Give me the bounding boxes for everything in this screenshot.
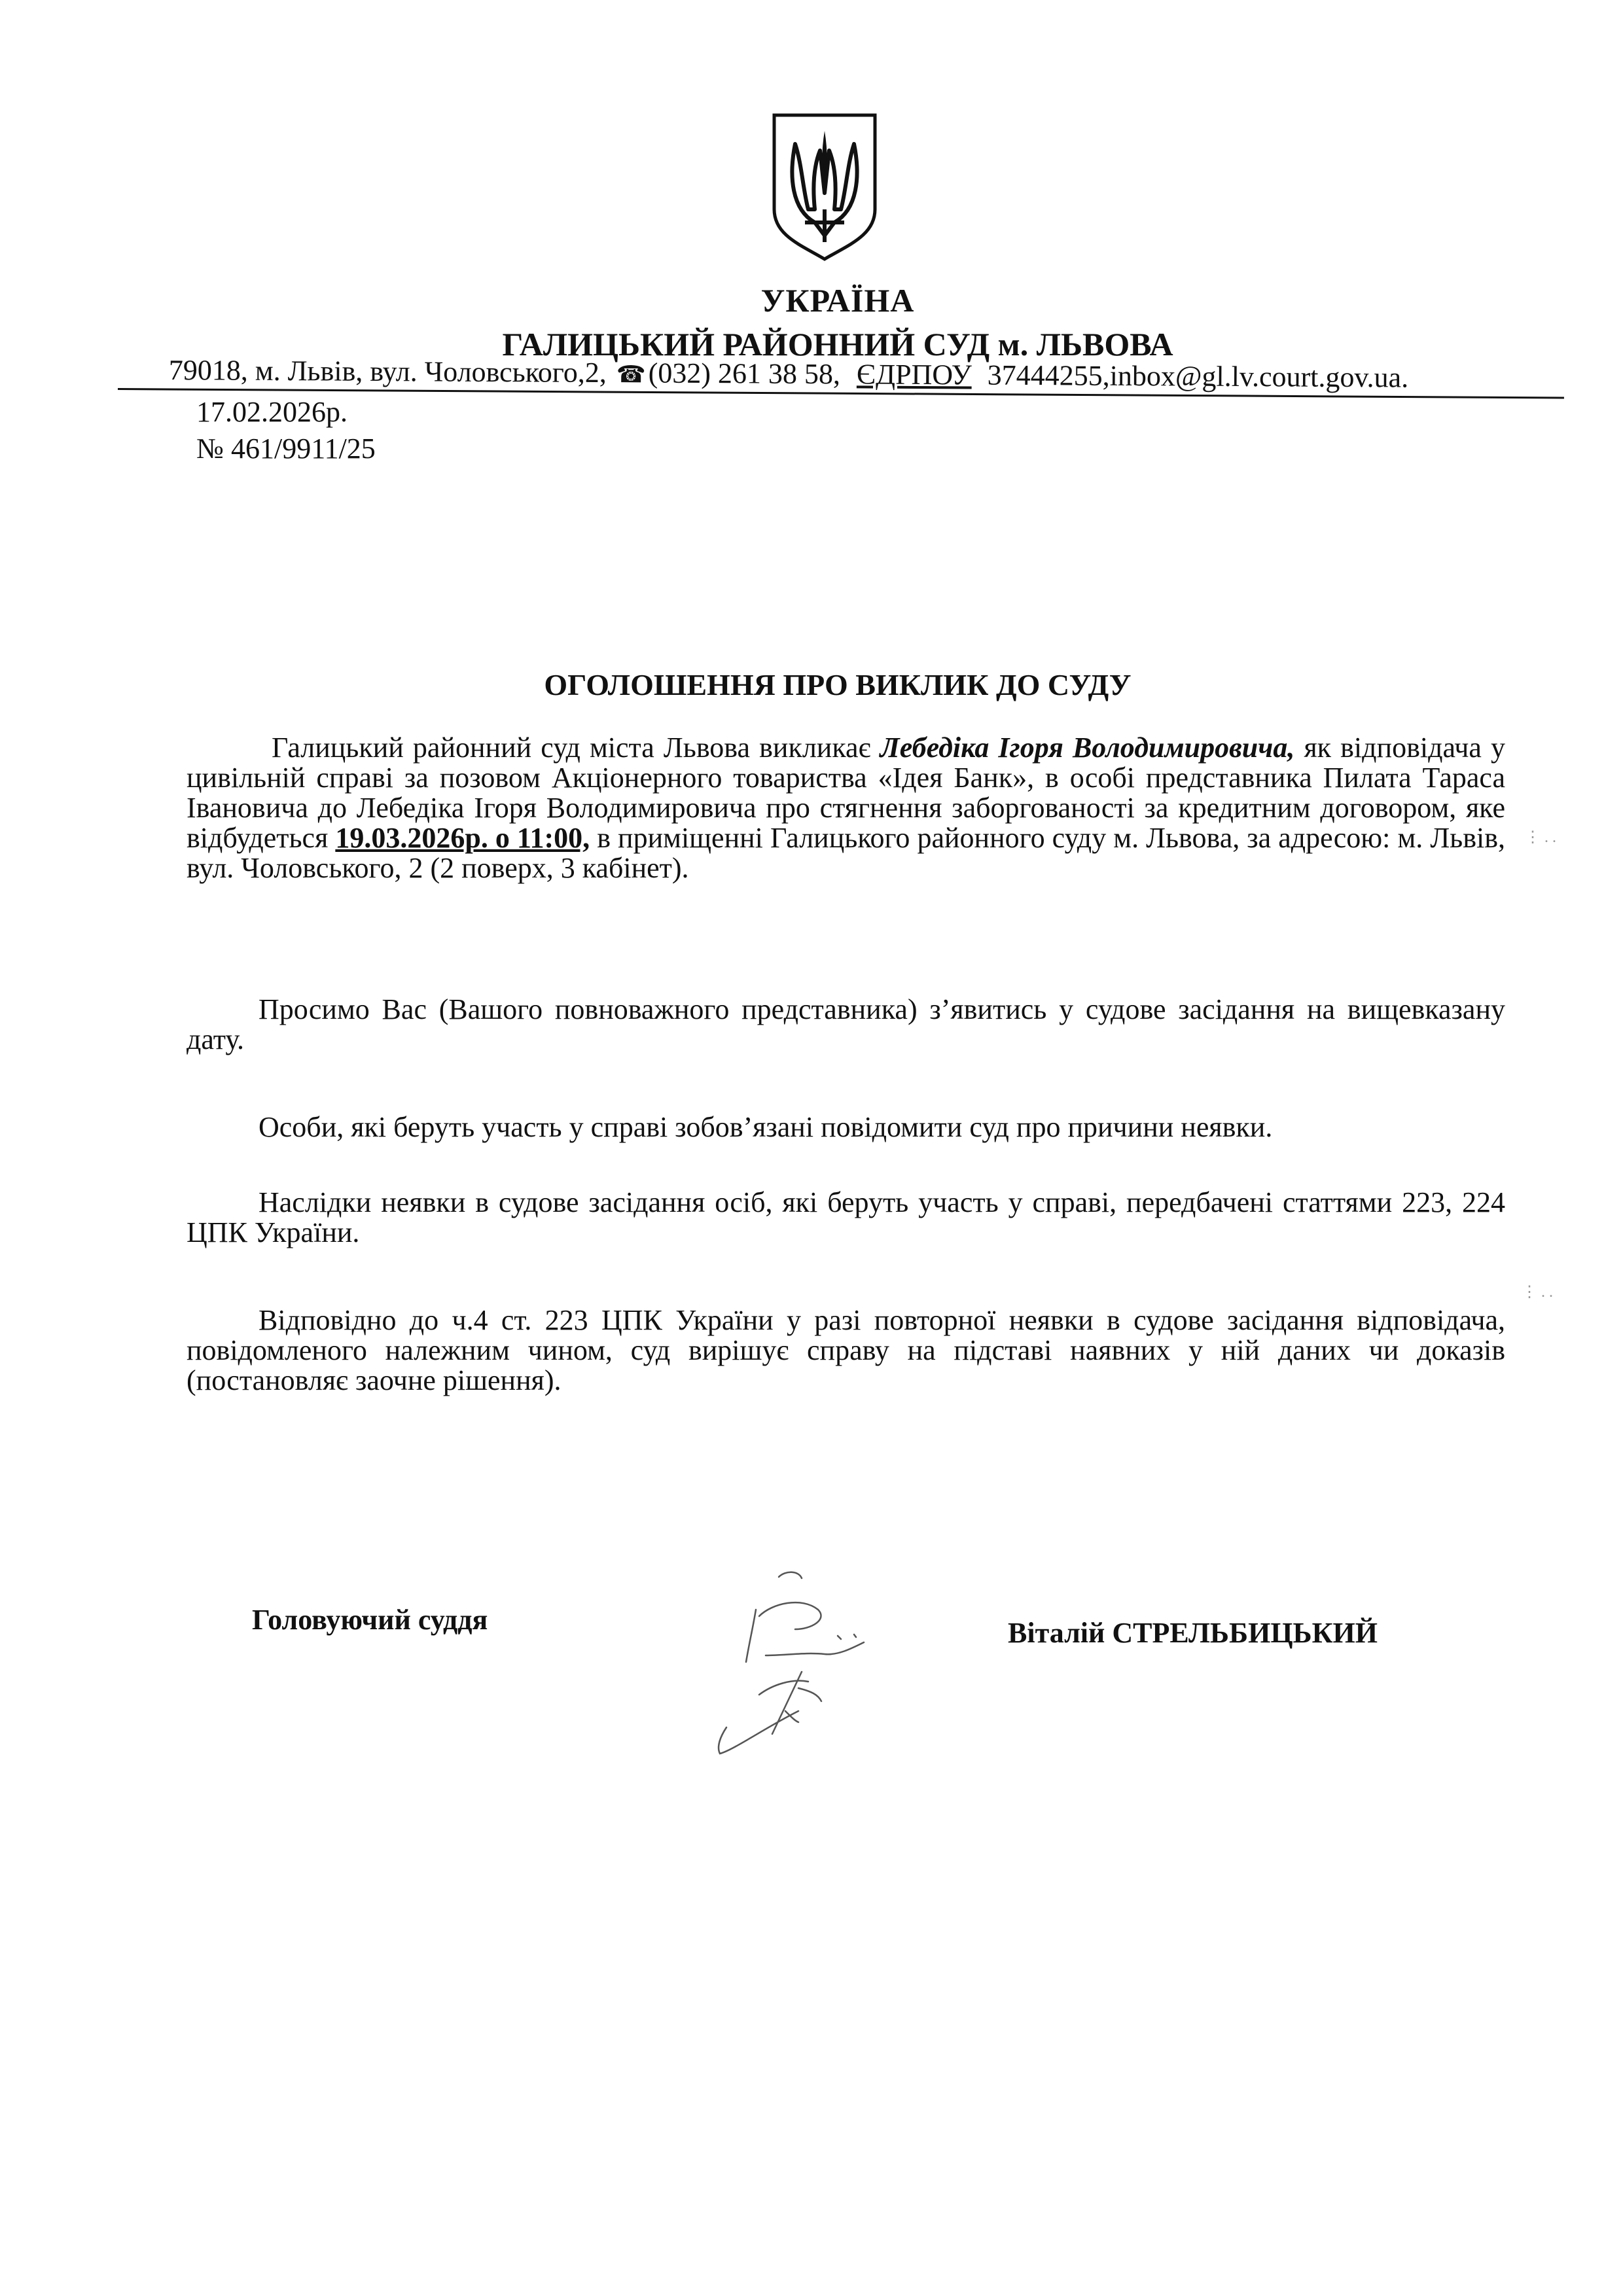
country-heading: УКРАЇНА (760, 282, 915, 319)
paragraph-summons-body: як відповідача у цивільній справі за позовом Акціонерного товариства «Ідея Банк», в особі представника Пилата Тараса Івановича до Лебедіка Ігоря Володимировича про стягнення заборгованості за кредитним договором, яке відбудеться (187, 732, 1505, 854)
paragraph-consequences: Наслідки неявки в судове засідання осіб, які беруть участь у справі, передбачені статтями 223, 224 ЦПК України. (187, 1186, 1505, 1248)
court-address: 79018, м. Львів, вул. Чоловського,2, (168, 354, 607, 389)
paragraph-summons-location: в приміщенні Галицького районного суду м. Львова, за адресою: м. Львів, вул. Чоловського, 2 (2 поверх, 3 кабінет). (187, 822, 1506, 884)
document-title: ОГОЛОШЕННЯ ПРО ВИКЛИК ДО СУДУ (544, 668, 1132, 701)
defendant-name: Лебедіка Ігоря Володимировича, (880, 732, 1295, 764)
telephone-icon: ☎ (616, 361, 646, 388)
document-date: 17.02.2026р. (196, 396, 348, 428)
court-phone: (032) 261 38 58, (648, 357, 841, 391)
presiding-judge-label: Головуючий суддя (252, 1604, 488, 1636)
paragraph-summons (187, 733, 1505, 883)
paragraph-obligation: Особи, які беруть участь у справі зобов’язані повідомити суд про причини неявки. (259, 1111, 1273, 1143)
edrpou-and-email: 37444255,inbox@gl.lv.court.gov.ua. (987, 359, 1409, 394)
handwritten-signature (687, 1557, 923, 1773)
case-number: № 461/9911/25 (196, 433, 376, 465)
hearing-datetime: 19.03.2026р. о 11:00, (335, 822, 590, 854)
edrpou-label: ЄДРПОУ (856, 358, 972, 391)
scan-margin-mark: ⋮ . . (1525, 829, 1556, 846)
paragraph-request: Просимо Вас (Вашого повноважного представника) з’явитись у судове засідання на вищевказану дату. (187, 993, 1505, 1055)
scan-margin-mark: ⋮ . . (1522, 1284, 1553, 1301)
court-name-heading: ГАЛИЦЬКИЙ РАЙОННИЙ СУД м. ЛЬВОВА (502, 326, 1173, 362)
presiding-judge-name: Віталій СТРЕЛЬБИЦЬКИЙ (1008, 1617, 1378, 1649)
paragraph-summons-intro: Галицький районний суд міста Львова викликає (272, 732, 880, 764)
coat-of-arms-icon (769, 111, 880, 262)
paragraph-default-judgment: Відповідно до ч.4 ст. 223 ЦПК України у разі повторної неявки в судове засідання відповідача, повідомленого належним чином, суд вирішує справу на підставі наявних у ній даних чи доказів (постановляє заочне рішення). (187, 1304, 1505, 1396)
